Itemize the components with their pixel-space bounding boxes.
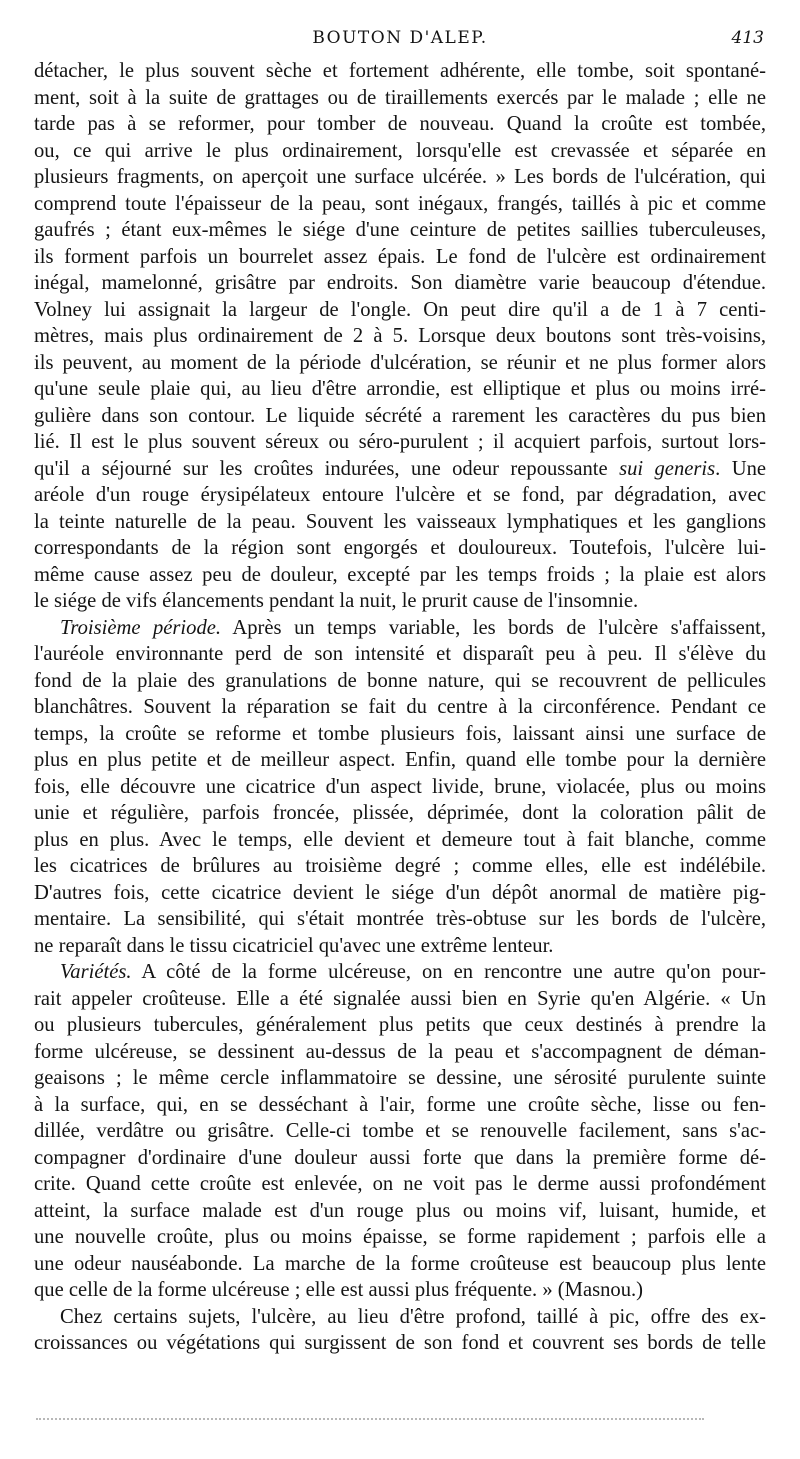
running-title: BOUTON D'ALEP. [312,28,488,48]
text-line: atteint, la surface malade est d'un rouge plus ou moins vif, luisant, humide, et [34,1199,766,1222]
text-line: ne reparaît dans le tissu cicatriciel qu'avec une extrême lenteur. [34,934,554,957]
italic-term: sui generis [619,457,716,480]
text-line: une odeur nauséabonde. La marche de la forme croûteuse est beaucoup plus lente [34,1252,766,1275]
bleed-through-divider [36,1418,704,1420]
text-line: rait appeler croûteuse. Elle a été signalée aussi bien en Syrie qu'en Algérie. « Un [34,987,766,1010]
text-line: D'autres fois, cette cicatrice devient le siége d'un dépôt anormal de matière pig- [34,881,766,904]
text-line: tarde pas à se reformer, pour tomber de nouveau. Quand la croûte est tombée, [34,113,766,135]
text-line: le siége de vifs élancements pendant la nuit, le prurit cause de l'insomnie. [34,590,639,612]
text-line: qu'une seule plaie qui, au lieu d'être arrondie, est elliptique et plus ou moins irré- [34,378,766,400]
text-line: aréole d'un rouge érysipélateux entoure l'ulcère et se fond, par dégradation, avec [34,484,766,506]
text-line: mentaire. La sensibilité, qui s'était montrée très-obtuse sur les bords de l'ulcère, [34,908,766,930]
text-line: gulière dans son contour. Le liquide sécrété a rarement les caractères du pus bien [34,404,766,427]
line-text: A côté de la forme ulcéreuse, on en rencontre une autre qu'on pour- [131,961,766,983]
section-heading-troisieme-periode: Troisième période. [60,616,222,639]
text-line: détacher, le plus souvent sèche et fortement adhérente, elle tombe, soit spontané- [34,60,766,82]
text-line: blanchâtres. Souvent la réparation se fait du centre à la circonférence. Pendant ce [34,696,766,718]
text-line: croissances ou végétations qui surgissent de son fond et couvrent ses bords de telle [34,1332,766,1354]
line-text: . Une [715,457,766,480]
body-text [34,58,766,1357]
text-line: les cicatrices de brûlures au troisième degré ; comme elles, elle est indélébile. [34,855,766,877]
text-line: ou, ce qui arrive le plus ordinairement, lorsqu'elle est crevassée et séparée en [34,139,766,162]
text-line: comprend toute l'épaisseur de la peau, sont inégaux, frangés, taillés à pic et comme [34,192,766,215]
text-line: ment, soit à la suite de grattages ou de tiraillements exercés par le malade ; elle ne [34,86,766,109]
text-line: fois, elle découvre une cicatrice d'un aspect livide, brune, violacée, plus ou moins [34,775,766,798]
text-line: compagner d'ordinaire d'une douleur aussi forte que dans la première forme dé- [34,1146,766,1169]
text-line: temps, la croûte se reforme et tombe plusieurs fois, laissant ainsi une surface de [34,722,766,745]
text-line: la teinte naturelle de la peau. Souvent les vaisseaux lymphatiques et les ganglions [34,510,766,533]
text-line: crite. Quand cette croûte est enlevée, on ne voit pas le derme aussi profondément [34,1173,766,1195]
text-line: inégal, mamelonné, grisâtre par endroits. Son diamètre varie beaucoup d'étendue. [34,272,766,294]
text-line: ils forment parfois un bourrelet assez épais. Le fond de l'ulcère est ordinairement [34,245,766,268]
text-line: gaufrés ; étant eux-mêmes le siége d'une ceinture de petites saillies tuberculeuses, [34,219,766,241]
text-line: geaisons ; le même cercle inflammatoire se dessine, une sérosité purulente suinte [34,1067,766,1089]
text-line: correspondants de la région sont engorgés et douloureux. Toutefois, l'ulcère lui- [34,537,766,559]
line-text: qu'il a séjourné sur les croûtes indurées, une odeur repoussante [34,457,620,480]
line-text: Après un temps variable, les bords de l'ulcère s'affaissent, [221,616,766,639]
text-line: dillée, verdâtre ou grisâtre. Celle-ci tombe et se renouvelle facilement, sans s'ac- [34,1120,766,1142]
text-line: plus en plus. Avec le temps, elle devient et demeure tout à fait blanche, comme [34,828,766,851]
text-line: même cause assez peu de douleur, excepté par les temps froids ; la plaie est alors [34,563,766,586]
text-line: ils peuvent, au moment de la période d'ulcération, se réunir et ne plus former alors [34,351,766,374]
text-line: Chez certains sujets, l'ulcère, au lieu d'être profond, taillé à pic, offre des ex- [60,1305,766,1328]
text-line: plus en plus petite et de meilleur aspect. Enfin, quand elle tombe pour la dernière [34,749,766,771]
text-line: plusieurs fragments, on aperçoit une surface ulcérée. » Les bords de l'ulcération, qui [34,166,766,188]
page-number: 413 [731,28,764,48]
text-line: ou plusieurs tubercules, généralement plus petits que ceux destinés à prendre la [34,1014,766,1036]
text-line [34,615,766,642]
text-line: fond de la plaie des granulations de bonne nature, qui se recouvrent de pellicules [34,669,766,692]
text-line: à la surface, qui, en se desséchant à l'air, forme une croûte sèche, lisse ou fen- [34,1093,766,1116]
text-line: mètres, mais plus ordinairement de 2 à 5. Lorsque deux boutons sont très-voisins, [34,325,766,347]
text-line: que celle de la forme ulcéreuse ; elle est aussi plus fréquente. » (Masnou.) [34,1279,644,1301]
text-line: une nouvelle croûte, plus ou moins épaisse, se forme rapidement ; parfois elle a [34,1226,766,1248]
section-heading-varietes: Variétés. [60,961,132,983]
text-line: Volney lui assignait la largeur de l'ongle. On peut dire qu'il a de 1 à 7 centi- [34,298,766,321]
text-line [34,456,766,483]
text-line: unie et régulière, parfois froncée, plissée, déprimée, dont la coloration pâlit de [34,802,766,824]
text-line: forme ulcéreuse, se dessinent au-dessus de la peau et s'accompagnent de déman- [34,1040,766,1063]
text-line [34,959,766,986]
running-head [34,28,766,54]
text-line: l'auréole environnante perd de son intensité et disparaît peu à peu. Il s'élève du [34,643,766,665]
text-line: lié. Il est le plus souvent séreux ou séro-purulent ; il acquiert parfois, surtout lors- [34,431,766,453]
